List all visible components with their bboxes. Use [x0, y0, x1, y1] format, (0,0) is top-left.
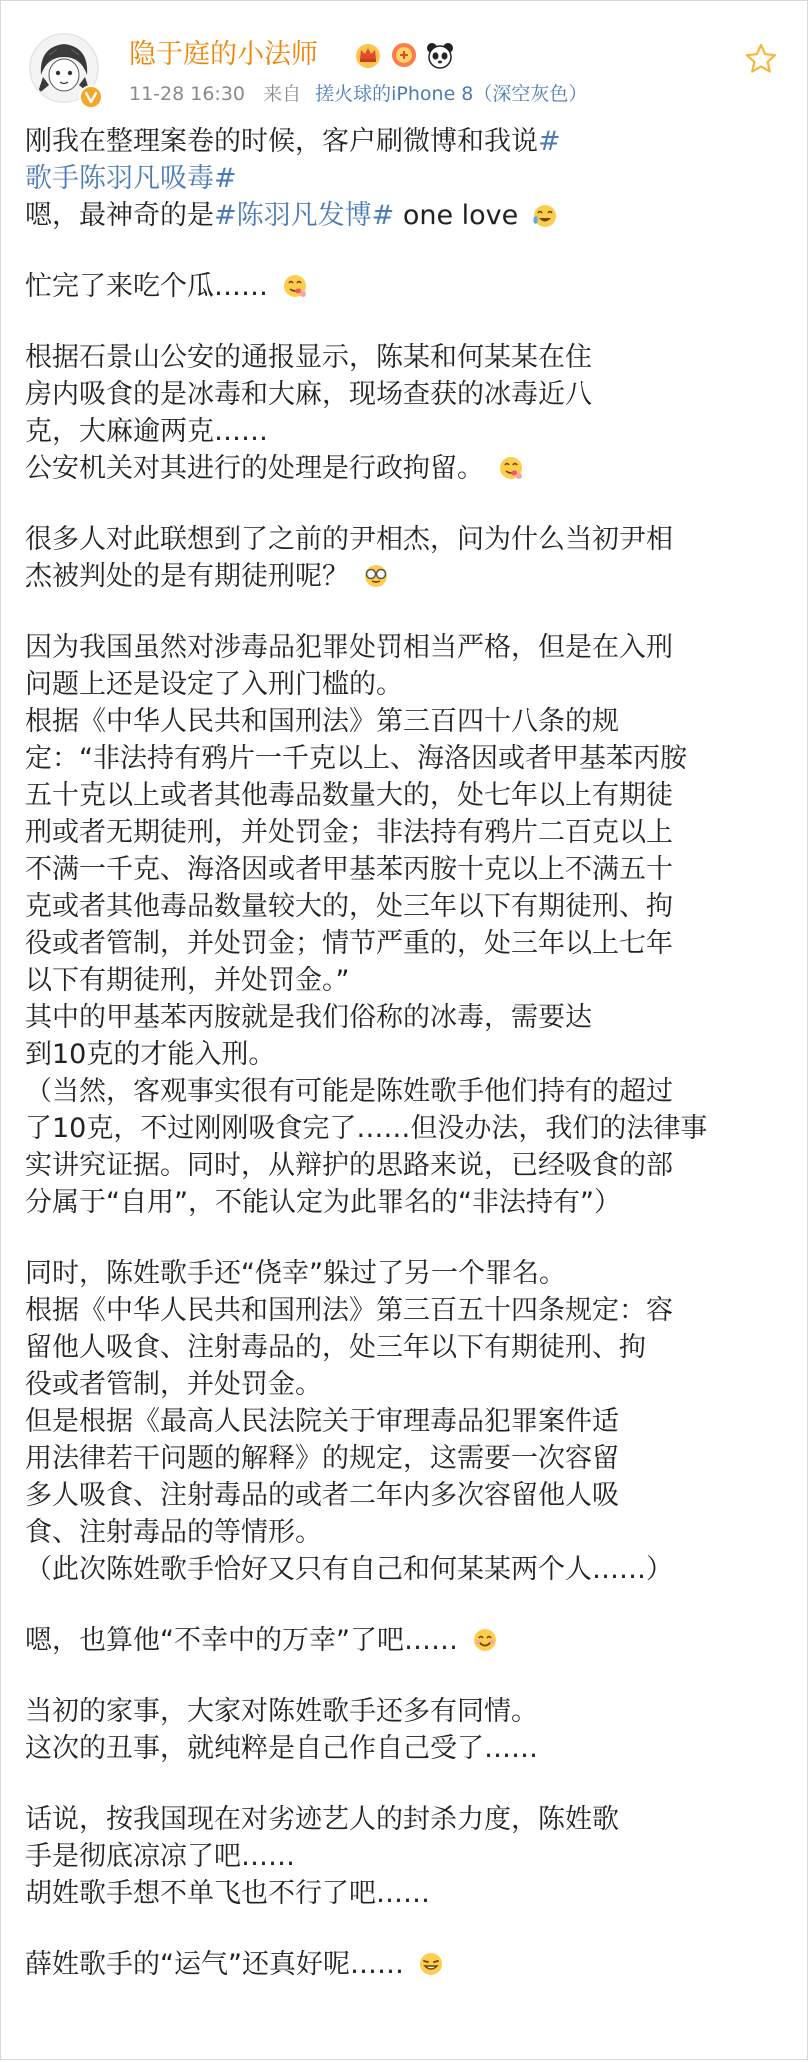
text-line [25, 1622, 745, 1659]
hashtag-link[interactable]: 歌手陈羽凡吸毒# [25, 163, 237, 194]
hashtag-link[interactable]: #陈羽凡发博# [214, 200, 395, 231]
text-segment: 忙完了来吃个瓜…… [25, 271, 268, 302]
panda-badge-icon[interactable] [425, 40, 455, 70]
glasses-emoji-icon [362, 562, 390, 590]
text-line: 这次的丑事，就纯粹是自己作自己受了…… [25, 1733, 538, 1764]
text-segment: 嗯，最神奇的是 [25, 200, 214, 231]
verified-badge-icon [79, 85, 103, 109]
yummy-emoji-icon [497, 454, 525, 482]
text-line: 根据石景山公安的通报显示，陈某和何某某在住 [25, 342, 592, 373]
text-segment: 刚我在整理案卷的时候，客户刷微博和我说 [25, 126, 538, 157]
text-line: 用法律若干问题的解释》的规定，这需要一次容留 [25, 1443, 619, 1474]
paragraph-1 [25, 123, 745, 234]
text-line [25, 160, 745, 197]
text-line: 不满一千克、海洛因或者甲基苯丙胺十克以上不满五十 [25, 854, 673, 885]
text-line: 很多人对此联想到了之前的尹相杰，问为什么当初尹相 [25, 524, 673, 555]
text-line [25, 197, 745, 234]
post-meta [129, 81, 587, 107]
text-line: 实讲究证据。同时，从辩护的思路来说，已经吸食的部 [25, 1150, 673, 1181]
fortune-badge-icon[interactable] [389, 40, 419, 70]
text-segment: 薛姓歌手的“运气”还真好呢…… [25, 1949, 404, 1980]
text-segment: 公安机关对其进行的处理是行政拘留。 [25, 453, 484, 484]
text-line: 问题上还是设定了入刑门槛的。 [25, 669, 403, 700]
tears-of-joy-emoji-icon [531, 201, 559, 229]
paragraph-7 [25, 1622, 745, 1659]
text-line [25, 558, 745, 595]
text-line: 到10克的才能入刑。 [25, 1039, 276, 1070]
text-line: 当初的家事，大家对陈姓歌手还多有同情。 [25, 1696, 538, 1727]
hashtag-link[interactable]: # [538, 126, 561, 157]
paragraph-5 [25, 629, 745, 1221]
username[interactable]: 隐于庭的小法师 [129, 39, 318, 70]
text-line: （当然，客观事实很有可能是陈姓歌手他们持有的超过 [25, 1076, 673, 1107]
text-line: 刑或者无期徒刑，并处罚金；非法持有鸦片二百克以上 [25, 817, 673, 848]
paragraph-3 [25, 339, 745, 487]
text-line: 克或者其他毒品数量较大的，处三年以下有期徒刑、拘 [25, 891, 673, 922]
post-timestamp: 11-28 16:30 [129, 83, 246, 105]
text-line: 多人吸食、注射毒品的或者二年内多次容留他人吸 [25, 1480, 619, 1511]
text-line: 以下有期徒刑，并处罚金。” [25, 965, 350, 996]
smile-emoji-icon [471, 1626, 499, 1654]
text-line: 但是根据《最高人民法院关于审理毒品犯罪案件适 [25, 1406, 619, 1437]
text-line: 同时，陈姓歌手还“侥幸”躲过了另一个罪名。 [25, 1258, 566, 1289]
favorite-star-icon[interactable] [743, 41, 779, 77]
text-line: 其中的甲基苯丙胺就是我们俗称的冰毒，需要达 [25, 1002, 592, 1033]
text-line: 役或者管制，并处罚金。 [25, 1369, 322, 1400]
text-segment: one love [394, 200, 519, 231]
text-line [25, 450, 745, 487]
text-line: 话说，按我国现在对劣迹艺人的封杀力度，陈姓歌 [25, 1804, 619, 1835]
text-line: 房内吸食的是冰毒和大麻，现场查获的冰毒近八 [25, 379, 592, 410]
paragraph-6 [25, 1255, 745, 1588]
text-line [25, 268, 745, 305]
paragraph-9 [25, 1801, 745, 1912]
paragraph-8 [25, 1693, 745, 1767]
post-body [25, 123, 745, 2017]
text-line [25, 1946, 745, 1983]
post-header [25, 29, 785, 119]
source-prefix: 来自 [263, 83, 302, 105]
yummy-emoji-icon [281, 272, 309, 300]
paragraph-10 [25, 1946, 745, 1983]
text-line: 役或者管制，并处罚金；情节严重的，处三年以上七年 [25, 928, 673, 959]
text-line: 胡姓歌手想不单飞也不行了吧…… [25, 1878, 430, 1909]
text-line: 分属于“自用”，不能认定为此罪名的“非法持有”） [25, 1187, 621, 1218]
paragraph-4 [25, 521, 745, 595]
text-line: 根据《中华人民共和国刑法》第三百五十四条规定：容 [25, 1295, 673, 1326]
text-line: 五十克以上或者其他毒品数量大的，处七年以上有期徒 [25, 780, 673, 811]
text-line [25, 123, 745, 160]
text-line: 克，大麻逾两克…… [25, 416, 268, 447]
text-line: 根据《中华人民共和国刑法》第三百四十八条的规 [25, 706, 619, 737]
text-line: 定：“非法持有鸦片一千克以上、海洛因或者甲基苯丙胺 [25, 743, 687, 774]
post-source-device[interactable]: 搓火球的iPhone 8（深空灰色） [315, 83, 588, 105]
text-line: 因为我国虽然对涉毒品犯罪处罚相当严格，但是在入刑 [25, 632, 673, 663]
user-badges [353, 37, 455, 73]
text-line: 了10克，不过刚刚吸食完了……但没办法，我们的法律事 [25, 1113, 708, 1144]
text-line: 食、注射毒品的等情形。 [25, 1517, 322, 1548]
text-segment: 杰被判处的是有期徒刑呢？ [25, 561, 349, 592]
text-line: 留他人吸食、注射毒品的，处三年以下有期徒刑、拘 [25, 1332, 646, 1363]
text-line: 手是彻底凉凉了吧…… [25, 1841, 295, 1872]
text-line: （此次陈姓歌手恰好又只有自己和何某某两个人……） [25, 1554, 673, 1585]
grin-emoji-icon [417, 1950, 445, 1978]
text-segment: 嗯，也算他“不幸中的万幸”了吧…… [25, 1625, 458, 1656]
crown-badge-icon[interactable] [353, 40, 383, 70]
paragraph-2 [25, 268, 745, 305]
